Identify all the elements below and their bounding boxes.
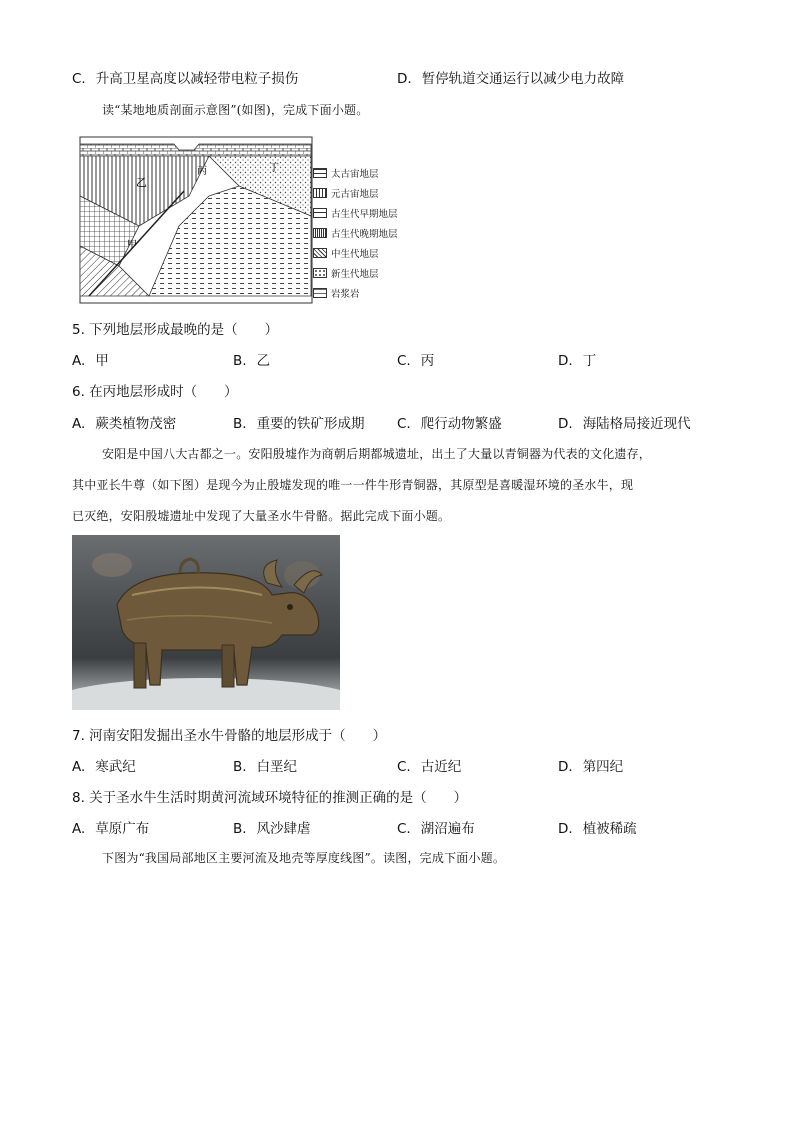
option-label: D. (558, 759, 573, 775)
option-text: 寒武纪 (95, 759, 136, 775)
legend-text: 元古宙地层 (331, 189, 379, 200)
legend-item (313, 263, 403, 283)
legend-item (313, 163, 403, 183)
option-text: 暂停轨道交通运行以减少电力故障 (421, 71, 625, 87)
option-text: 草原广布 (95, 821, 150, 837)
q7-option-b (233, 755, 297, 775)
label-bing: 丙 (197, 166, 207, 177)
intro-anyang-line-2: 其中亚长牛尊（如下图）是现今为止殷墟发现的唯一一件牛形青铜器，其原型是喜暖湿环境的圣水牛，现 (72, 478, 634, 492)
legend-item (313, 243, 403, 263)
label-ding: 丁 (269, 163, 279, 174)
q7-option-d (558, 755, 623, 775)
intro-geo-text: 读“某地地质剖面示意图”(如图)，完成下面小题。 (102, 103, 369, 117)
option-text: 白垩纪 (256, 759, 298, 775)
option-label: D. (397, 71, 412, 87)
option-text: 第四纪 (582, 759, 624, 775)
q5-option-a (72, 349, 109, 369)
legend-text: 新生代地层 (331, 269, 379, 280)
intro-anyang-line-3: 已灭绝，安阳殷墟遗址中发现了大量圣水牛骨骼。据此完成下面小题。 (72, 509, 451, 523)
legend-item (313, 183, 403, 203)
figure-legend (313, 163, 403, 303)
q8-option-c (397, 817, 475, 837)
q5-option-d (558, 349, 596, 369)
q5-option-b (233, 349, 270, 369)
option-text: 丁 (582, 353, 597, 369)
option-text: 甲 (95, 353, 109, 369)
option-text: 古近纪 (420, 759, 462, 775)
q8-option-a (72, 817, 149, 837)
legend-item (313, 223, 403, 243)
option-label: D. (558, 353, 573, 369)
q6-option-c (397, 412, 502, 432)
option-text: 湖沼遍布 (420, 821, 475, 837)
q8-stem: 8. 关于圣水牛生活时期黄河流域环境特征的推测正确的是（ ） (72, 790, 468, 806)
option-label: A. (72, 353, 86, 369)
label-yi: 乙 (136, 176, 147, 189)
option-text: 海陆格局接近现代 (582, 416, 691, 432)
legend-swatch (313, 208, 327, 218)
q8-option-d (558, 817, 637, 837)
option-label: A. (72, 416, 86, 432)
q5-option-c (397, 349, 434, 369)
q8-option-b (233, 817, 311, 837)
option-text: 爬行动物繁盛 (420, 416, 502, 432)
q7-option-c (397, 755, 461, 775)
q6-option-a (72, 412, 176, 432)
option-label: D. (558, 821, 573, 837)
legend-text: 古生代早期地层 (331, 209, 398, 220)
bronze-ox-photo (72, 535, 340, 710)
option-label: C. (397, 821, 411, 837)
legend-swatch (313, 288, 327, 298)
intro-next-text: 下图为“我国局部地区主要河流及地壳等厚度线图”。读图，完成下面小题。 (102, 851, 506, 865)
q5-stem: 5. 下列地层形成最晚的是（ ） (72, 322, 279, 338)
option-text: 乙 (256, 353, 271, 369)
legend-swatch (313, 248, 327, 258)
label-jia: 甲 (127, 240, 137, 251)
option-label: C. (397, 416, 411, 432)
intro-anyang-line-1: 安阳是中国八大古都之一。安阳殷墟作为商朝后期都城遗址，出土了大量以青铜器为代表的文化遗存， (102, 447, 652, 461)
option-label: B. (233, 416, 247, 432)
legend-text: 岩浆岩 (331, 289, 360, 300)
option-label: D. (558, 416, 573, 432)
option-label: B. (233, 759, 247, 775)
legend-swatch (313, 188, 327, 198)
option-label: A. (72, 821, 86, 837)
legend-text: 古生代晚期地层 (331, 229, 398, 240)
option-label: C. (72, 71, 86, 87)
option-label: B. (233, 353, 247, 369)
q7-stem: 7. 河南安阳发掘出圣水牛骨骼的地层形成于（ ） (72, 728, 387, 744)
legend-swatch (313, 168, 327, 178)
option-text: 蕨类植物茂密 (95, 416, 177, 432)
legend-swatch (313, 268, 327, 278)
option-text: 植被稀疏 (582, 821, 637, 837)
option-text: 丙 (420, 353, 435, 369)
q6-option-d (558, 412, 691, 432)
option-label: C. (397, 759, 411, 775)
option-label: A. (72, 759, 86, 775)
option-text: 升高卫星高度以减轻带电粒子损伤 (95, 71, 299, 87)
legend-text: 太古宙地层 (331, 169, 379, 180)
option-label: C. (397, 353, 411, 369)
q6-stem: 6. 在丙地层形成时（ ） (72, 384, 238, 400)
q7-option-a (72, 755, 136, 775)
option-text: 风沙肆虐 (256, 821, 311, 837)
q4-option-d (397, 67, 624, 87)
legend-swatch (313, 228, 327, 238)
option-label: B. (233, 821, 247, 837)
option-text: 重要的铁矿形成期 (256, 416, 365, 432)
legend-text: 中生代地层 (331, 249, 379, 260)
q4-option-c (72, 67, 298, 87)
legend-item (313, 203, 403, 223)
legend-item (313, 283, 403, 303)
bronze-ox-illustration (72, 535, 340, 710)
q6-option-b (233, 412, 365, 432)
